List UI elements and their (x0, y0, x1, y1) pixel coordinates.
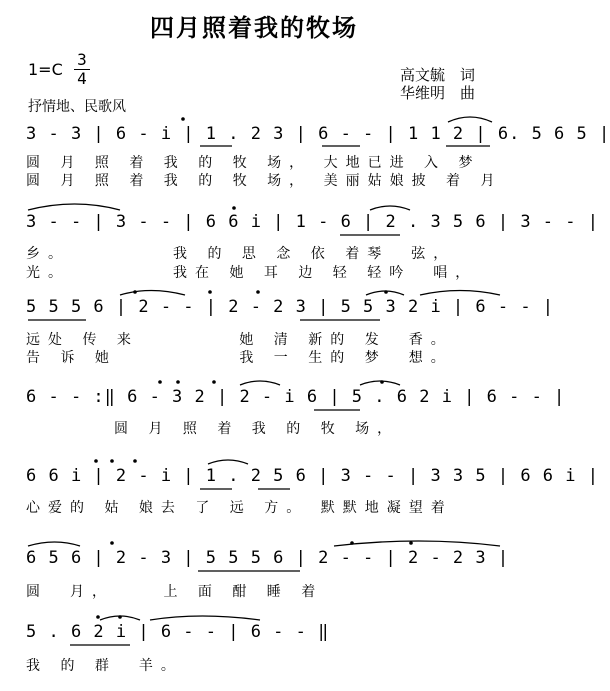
lyric-line-3b: 告 诉 她 我 一 生的 梦 想。 (26, 350, 453, 366)
lyric-line-1a: 圆 月 照 着 我 的 牧 场， 大地已进 入 梦 (26, 155, 481, 171)
lyric-line-2b: 光。 我在 她 耳 边 轻 轻吟 唱， (26, 265, 478, 281)
notation-line-1: 3 - 3 | 6 - i | 1 . 2 3 | 6 - - | 1 1 2 | 6. 5 6 5 | (26, 124, 610, 144)
notation-line-5: 6 6 i | 2 - i | 1 . 2 5 6 | 3 - - | 3 3 5 | 6 6 i | (26, 466, 599, 486)
lyric-line-1b: 圆 月 照 着 我 的 牧 场， 美丽姑娘披 着 月 (26, 173, 503, 189)
lyric-line-6: 圆 月， 上 面 酣 睡 着 (26, 584, 324, 600)
notation-line-7: 5 . 6 2 i | 6 - - | 6 - - ‖ (26, 622, 330, 642)
composer-credit: 华维明 曲 (400, 84, 476, 102)
lyric-line-3a: 远处 传 来 她 清 新的 发 香。 (26, 332, 453, 348)
lyric-line-4: 圆 月 照 着 我 的 牧 场， (26, 421, 400, 437)
notation-line-3: 5 5 5 6 | 2 - - | 2 - 2 3 | 5 5 3 2 i | 6 - - | (26, 297, 555, 317)
lyricist-credit: 高文毓 词 (400, 66, 476, 84)
lyric-line-7: 我 的 群 羊。 (26, 658, 183, 674)
lyric-line-2a: 乡。 我 的 思 念 依 着琴 弦， (26, 246, 456, 262)
song-title: 四月照着我的牧场 (150, 14, 358, 42)
notation-line-4: 6 - - :‖ 6 - 3 2 | 2 - i 6 | 5 . 6 2 i | 6 - - | (26, 387, 566, 407)
time-signature-bottom: 4 (77, 69, 87, 88)
performance-style: 抒情地、民歌风 (28, 99, 126, 115)
notation-line-6: 6 5 6 | 2 - 3 | 5 5 5 6 | 2 - - | 2 - 2 3 | (26, 548, 510, 568)
lyric-line-5: 心爱的 姑 娘去 了 远 方。 默默地凝望着 (26, 500, 453, 516)
time-signature-top: 3 (77, 50, 87, 69)
key-signature: 1=C (28, 60, 63, 79)
notation-line-2: 3 - - | 3 - - | 6 6 i | 1 - 6 | 2 . 3 5 6 | 3 - - | (26, 212, 599, 232)
